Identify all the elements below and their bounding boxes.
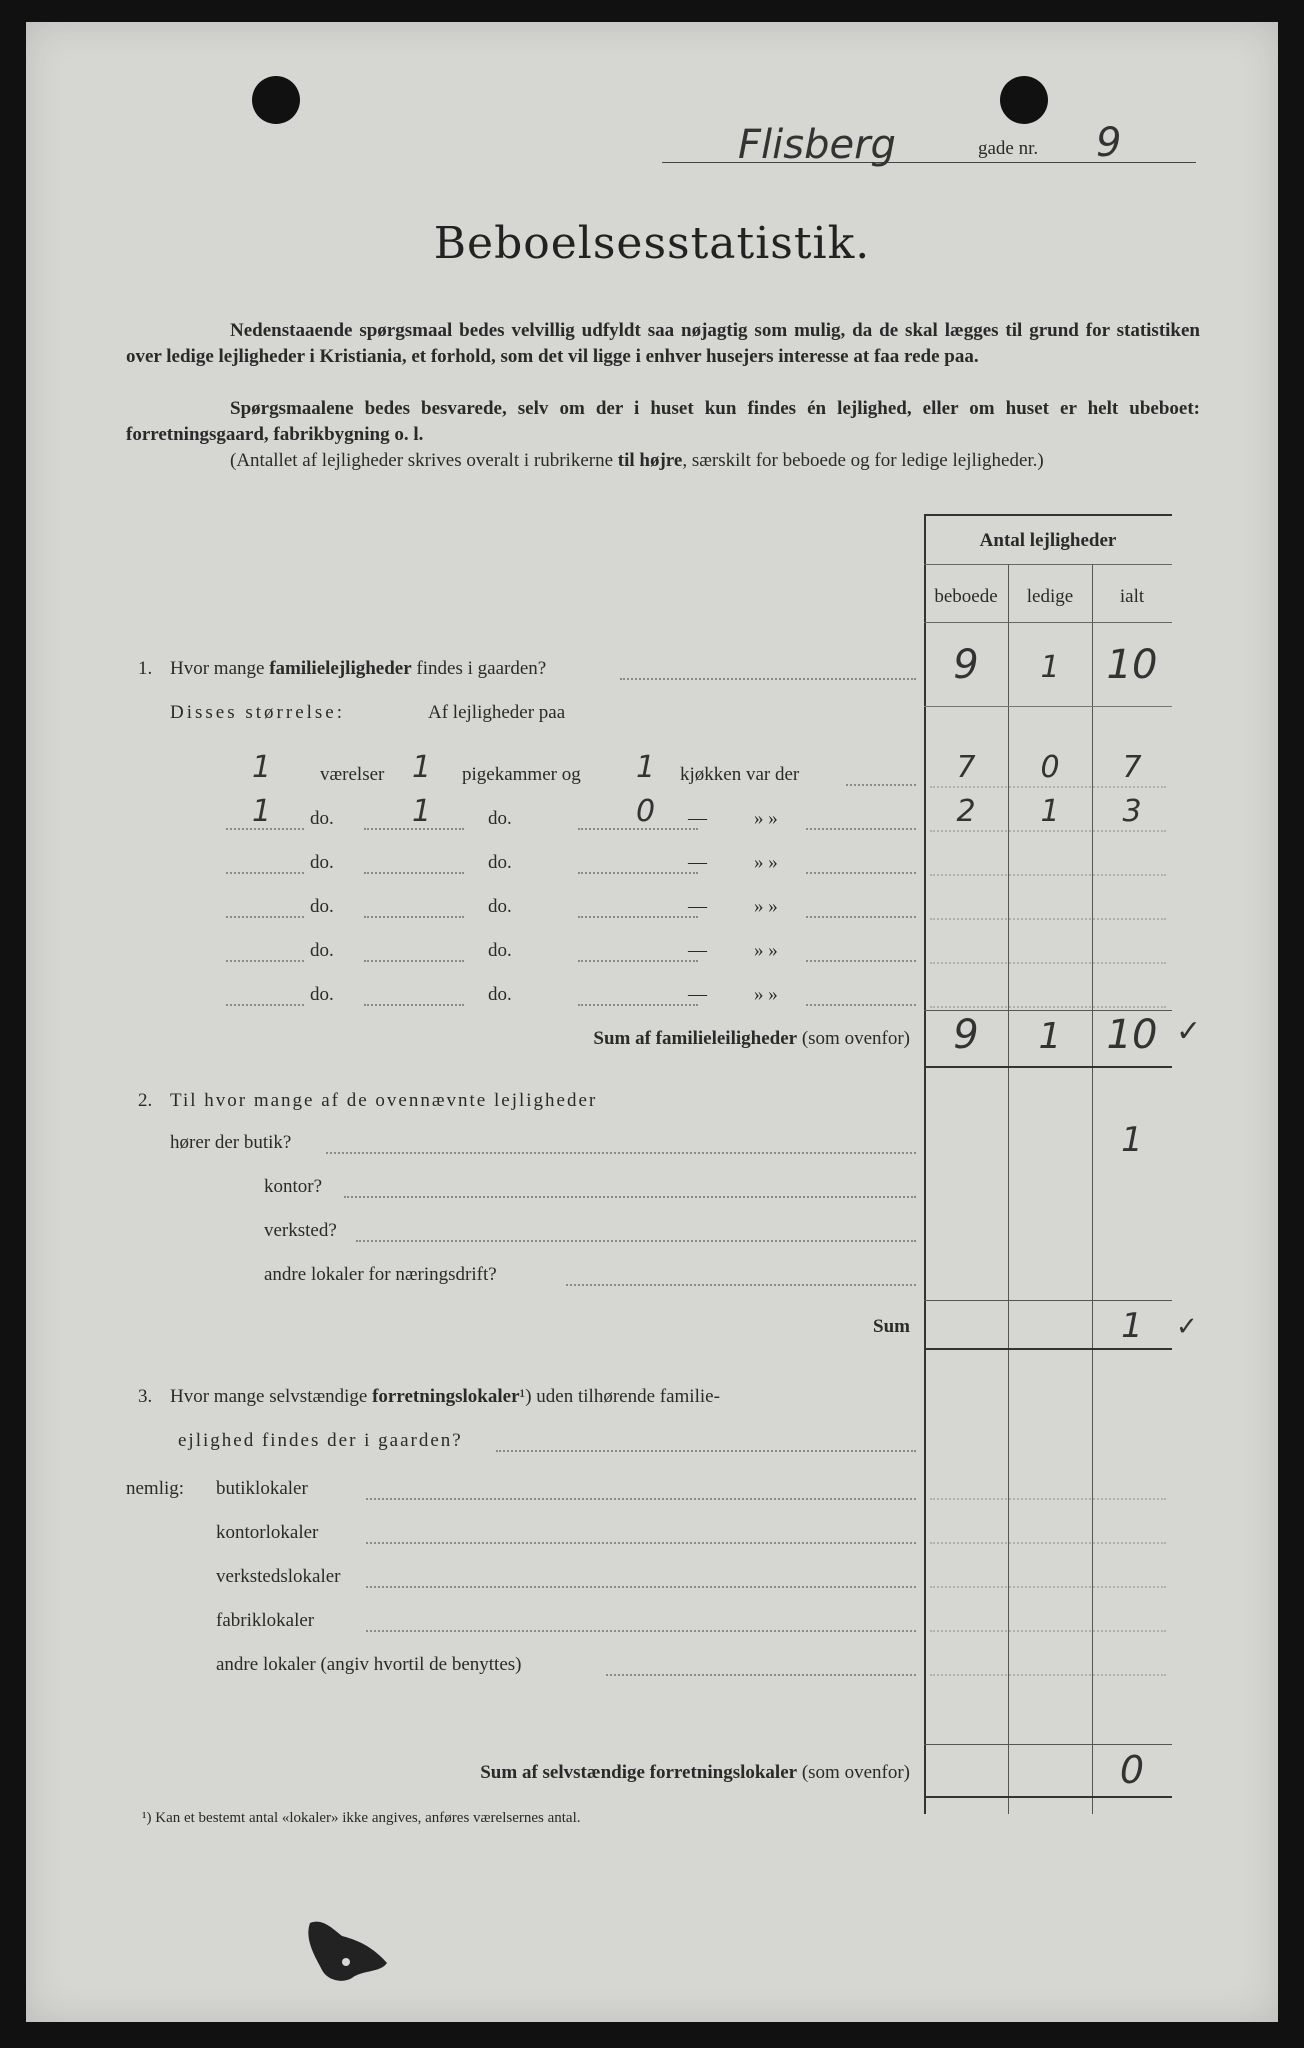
- q2-number: 2.: [138, 1090, 153, 1111]
- sizes-label: Disses størrelse:: [170, 702, 346, 723]
- size-row-do-2: do.: [488, 852, 512, 873]
- q3-cell-dots: [930, 1542, 1166, 1544]
- q3-item-dots: [606, 1674, 916, 1676]
- size-row-vaerelser-count: 1: [252, 794, 272, 829]
- size-row-kjokken-blank: [578, 916, 698, 918]
- q3-item: fabriklokaler: [216, 1610, 315, 1631]
- punch-hole-right: [1000, 76, 1048, 124]
- size-row-dash: —: [688, 852, 707, 873]
- q3-item: kontorlokaler: [216, 1522, 319, 1543]
- size-row-do-1: do.: [310, 896, 334, 917]
- form-sheet: [26, 22, 1278, 2022]
- size-row-beboede: 2: [956, 794, 976, 829]
- sum-fam-ledige: 1: [1038, 1016, 1062, 1057]
- col-divider-2: [1092, 564, 1093, 1814]
- q1-row-rule: [924, 706, 1172, 707]
- punch-hole-left: [252, 76, 300, 124]
- street-name: Flisberg: [738, 122, 896, 168]
- q3-item-dots: [366, 1542, 916, 1544]
- intro-paragraph-1: Nedenstaaende spørgsmaal bedes velvillig udfyldt saa nøjagtig som mulig, da de skal lægges til grund for statistiken over ledige lejligheder i Kristiania, et forhold, som det vil ligge i enhver husejers interesse at faa rede paa.: [126, 320, 1200, 367]
- size-row-vaerelser-blank: [226, 916, 304, 918]
- intro-paragraph-2: Spørgsmaalene bedes besvarede, selv om der i huset kun findes én lejlighed, eller om huset er helt ubeboet: forretningsgaard, fabrikbygning o. l.: [126, 398, 1200, 445]
- ink-blot: [302, 1918, 392, 1988]
- size-row-vaerelser-count: 1: [252, 750, 272, 785]
- sum-fam-bottom-rule: [924, 1066, 1172, 1068]
- sizes-label-2: Af lejligheder paa: [428, 702, 566, 723]
- size-row-quote: » »: [754, 852, 778, 873]
- q2-question: Til hvor mange af de ovennævnte lejligheder: [170, 1090, 598, 1111]
- q1-ialt: 10: [1106, 642, 1158, 688]
- q3-sum-top-rule: [924, 1744, 1172, 1745]
- size-row-vaerelser-blank: [226, 872, 304, 874]
- size-row-kjokken-count: 0: [636, 794, 656, 829]
- col-divider-1: [1008, 564, 1009, 1814]
- q2-verksted-dots: [356, 1240, 916, 1242]
- size-row-pigekammer-blank: [364, 1004, 464, 1006]
- size-row-dots: [846, 784, 916, 786]
- size-row-beboede: 7: [956, 750, 976, 785]
- q2-sum-bottom-rule: [924, 1348, 1172, 1350]
- header-group-rule: [924, 564, 1172, 565]
- q2-kontor-dots: [344, 1196, 916, 1198]
- footnote: ¹) Kan et bestemt antal «lokaler» ikke angives, anføres værelsernes antal.: [142, 1810, 581, 1826]
- q2-item-andre: andre lokaler for næringsdrift?: [264, 1264, 497, 1285]
- size-row-pigekammer-blank: [364, 872, 464, 874]
- size-row-dash: —: [688, 808, 707, 829]
- size-row-quote: » »: [754, 808, 778, 829]
- q1-ledige: 1: [1040, 650, 1060, 685]
- q3-item-dots: [366, 1498, 916, 1500]
- q2-sum-label: Sum: [873, 1316, 910, 1337]
- size-row-dots: [806, 1004, 916, 1006]
- size-row-vaerelser-blank: [226, 1004, 304, 1006]
- table-top-rule: [924, 514, 1172, 516]
- size-row-dash: —: [688, 940, 707, 961]
- size-row-kjokken-label: kjøkken var der: [680, 764, 800, 785]
- size-row-do-1: do.: [310, 808, 334, 829]
- size-row-kjokken-blank: [578, 872, 698, 874]
- size-row-cell-dots: [930, 830, 1166, 832]
- size-row-do-2: do.: [488, 940, 512, 961]
- size-row-do-2: do.: [488, 984, 512, 1005]
- q3-cell-dots: [930, 1586, 1166, 1588]
- q2-butik-ialt: 1: [1121, 1120, 1143, 1160]
- size-row-cell-dots: [930, 1006, 1166, 1008]
- size-row-quote: » »: [754, 940, 778, 961]
- size-row-vaerelser-label: værelser: [320, 764, 385, 785]
- house-number: 9: [1096, 120, 1122, 166]
- nemlig-label: nemlig:: [126, 1478, 185, 1499]
- size-row-cell-dots: [930, 786, 1166, 788]
- col-header-ialt: ialt: [1119, 586, 1145, 607]
- q1-leader-dots: [620, 678, 916, 680]
- q2-andre-dots: [566, 1284, 916, 1286]
- q2-item-butik: hører der butik?: [170, 1132, 292, 1153]
- q3-item: butiklokaler: [216, 1478, 308, 1499]
- q3-cell-dots: [930, 1630, 1166, 1632]
- size-row-vaerelser-blank: [226, 960, 304, 962]
- sum-fam-beboede: 9: [953, 1012, 979, 1058]
- intro-paragraph-3: (Antallet af lejligheder skrives overalt i rubrikerne til højre, særskilt for beboede og for ledige lejligheder.): [230, 450, 1044, 471]
- size-row-pigekammer-count: 1: [412, 794, 432, 829]
- q2-item-kontor: kontor?: [264, 1176, 323, 1197]
- table-left-border: [924, 514, 926, 1814]
- q3-sum-ialt: 0: [1119, 1748, 1145, 1792]
- size-row-quote: » »: [754, 984, 778, 1005]
- gade-label: gade nr.: [978, 138, 1039, 159]
- size-row-do-2: do.: [488, 808, 512, 829]
- size-row-do-1: do.: [310, 984, 334, 1005]
- q1-beboede: 9: [953, 642, 979, 688]
- size-row-cell-dots: [930, 962, 1166, 964]
- sum-fam-ialt: 10: [1106, 1012, 1158, 1058]
- sum-fam-top-rule: [924, 1010, 1172, 1011]
- size-row-dash: —: [688, 896, 707, 917]
- size-row-ialt: 3: [1122, 794, 1142, 829]
- check-mark-2: ✓: [1176, 1312, 1198, 1342]
- col-header-beboede: beboede: [934, 586, 998, 607]
- q2-butik-dots: [326, 1152, 916, 1154]
- size-row-dash: —: [688, 984, 707, 1005]
- q3-cell-dots: [930, 1674, 1166, 1676]
- q2-sum-top-rule: [924, 1300, 1172, 1301]
- header-bottom-rule: [924, 622, 1172, 623]
- size-row-kjokken-blank: [578, 1004, 698, 1006]
- q3-item-dots: [366, 1630, 916, 1632]
- q1-question: Hvor mange familielejligheder findes i gaarden?: [170, 658, 547, 679]
- size-row-cell-dots: [930, 874, 1166, 876]
- q3-cell-dots: [930, 1498, 1166, 1500]
- q3-number: 3.: [138, 1386, 153, 1407]
- size-row-pigekammer-label: pigekammer og: [462, 764, 581, 785]
- size-row-dots: [806, 916, 916, 918]
- q1-number: 1.: [138, 658, 153, 679]
- size-row-dots: [806, 960, 916, 962]
- size-row-dots: [806, 828, 916, 830]
- q3-item: andre lokaler (angiv hvortil de benyttes): [216, 1654, 522, 1675]
- q3-question-line2: ejlighed findes der i gaarden?: [178, 1430, 463, 1451]
- size-row-ledige: 1: [1040, 794, 1060, 829]
- q3-line2-dots: [496, 1450, 916, 1452]
- size-row-kjokken-count: 1: [636, 750, 656, 785]
- q3-sum-label: Sum af selvstændige forretningslokaler (som ovenfor): [480, 1762, 910, 1783]
- size-row-kjokken-blank: [578, 960, 698, 962]
- q2-sum-ialt: 1: [1121, 1306, 1143, 1346]
- size-row-pigekammer-blank: [364, 916, 464, 918]
- page-title: Beboelsesstatistik.: [433, 218, 871, 269]
- size-row-pigekammer-blank: [364, 960, 464, 962]
- q2-item-verksted: verksted?: [264, 1220, 337, 1241]
- size-row-cell-dots: [930, 918, 1166, 920]
- q3-item: verkstedslokaler: [216, 1566, 341, 1587]
- size-row-do-1: do.: [310, 940, 334, 961]
- size-row-do-2: do.: [488, 896, 512, 917]
- q3-question: Hvor mange selvstændige forretningslokaler¹) uden tilhørende familie-: [170, 1386, 720, 1407]
- size-row-ledige: 0: [1040, 750, 1060, 785]
- col-header-ledige: ledige: [1026, 586, 1074, 607]
- q3-sum-bottom-rule: [924, 1796, 1172, 1798]
- check-mark-1: ✓: [1176, 1014, 1202, 1049]
- size-row-pigekammer-count: 1: [412, 750, 432, 785]
- table-group-header: Antal lejligheder: [979, 530, 1117, 551]
- sum-fam-label: Sum af familieleiligheder (som ovenfor): [593, 1028, 910, 1049]
- size-row-dots: [806, 872, 916, 874]
- size-row-do-1: do.: [310, 852, 334, 873]
- size-row-ialt: 7: [1122, 750, 1142, 785]
- size-row-quote: » »: [754, 896, 778, 917]
- q3-item-dots: [366, 1586, 916, 1588]
